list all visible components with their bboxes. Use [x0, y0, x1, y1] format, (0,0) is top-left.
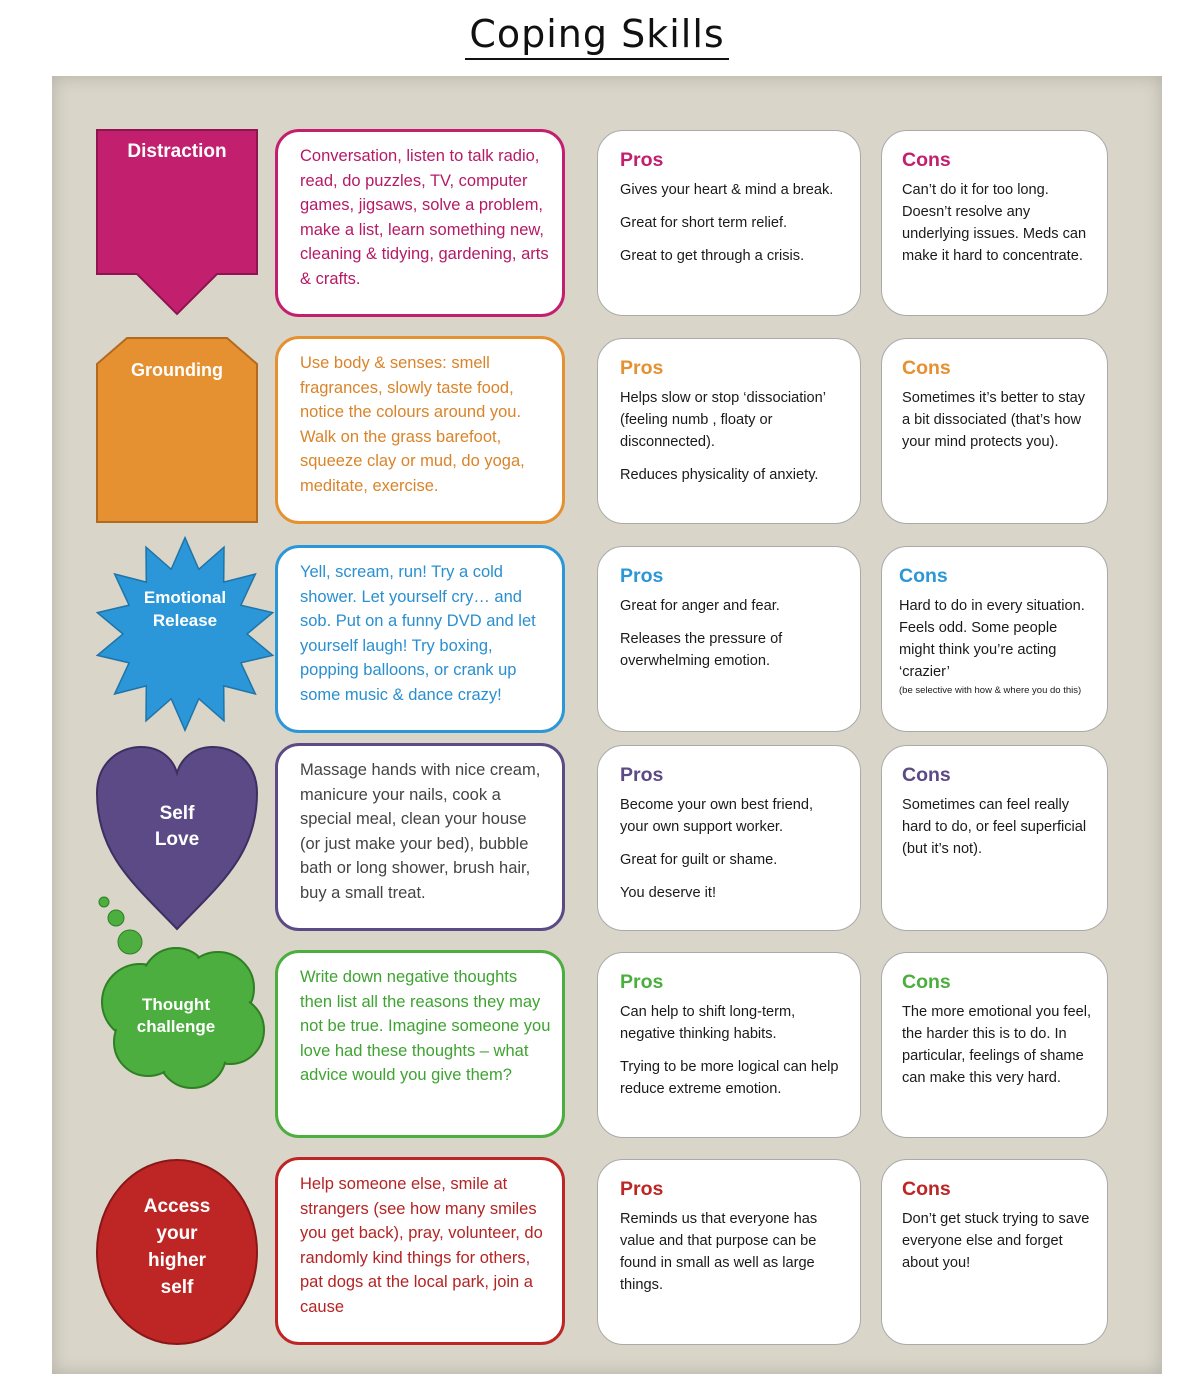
self-love-label: [95, 801, 259, 853]
label-line: Release: [152, 611, 218, 630]
distraction-description: Conversation, listen to talk radio, read, do puzzles, TV, computer games, jigsaws, solve a problem, make a list, learn something new, cleaning & tidying, gardening, arts & crafts.: [275, 129, 565, 317]
cons-item: Don’t get stuck trying to save everyone else and forget about you!: [902, 1211, 1090, 1271]
higher-self-pros-card: [597, 1159, 861, 1345]
starburst-shape: [94, 536, 276, 732]
higher-self-label: [95, 1193, 259, 1301]
label-line: Access: [143, 1196, 211, 1217]
pros-heading: Pros: [620, 357, 664, 379]
grounding-label: Grounding: [131, 360, 223, 380]
cons-heading: Cons: [899, 565, 948, 587]
pros-heading: Pros: [620, 1178, 664, 1200]
pros-item: Gives your heart & mind a break.: [620, 182, 834, 198]
label-line: your: [156, 1223, 198, 1244]
cons-heading: Cons: [902, 764, 951, 786]
pros-item: Releases the pressure of overwhelming emotion.: [620, 631, 783, 669]
pros-heading: Pros: [620, 149, 664, 171]
cons-heading: Cons: [902, 1178, 951, 1200]
distraction-cons-card: [881, 130, 1108, 316]
higher-self-description: Help someone else, smile at strangers (see how many smiles you get back), pray, volunteer, do randomly kind things for others, pat dogs at the local park, join a cause: [275, 1157, 565, 1345]
pros-item: Reminds us that everyone has value and that purpose can be found in small as well as large things.: [620, 1211, 818, 1293]
pros-item: Helps slow or stop ‘dissociation’ (feeling numb , floaty or disconnected).: [620, 390, 826, 450]
emotional-release-label: [94, 586, 276, 632]
pros-item: Reduces physicality of anxiety.: [620, 467, 819, 483]
self-love-description: Massage hands with nice cream, manicure your nails, cook a special meal, clean your house (or just make your bed), bubble bath or long shower, brush hair, buy a small treat.: [275, 743, 565, 931]
cons-item: Sometimes can feel really hard to do, or feel superficial (but it’s not).: [902, 797, 1087, 857]
emotional-release-pros-card: [597, 546, 861, 732]
pros-item: Great to get through a crisis.: [620, 248, 805, 264]
label-line: higher: [147, 1250, 207, 1271]
thought-challenge-label: [96, 994, 256, 1038]
page-title: [0, 12, 1194, 56]
pros-item: Great for short term relief.: [620, 215, 788, 231]
title-text: Coping Skills: [465, 12, 728, 60]
pros-item: Great for guilt or shame.: [620, 852, 778, 868]
cons-item: Hard to do in every situation. Feels odd. Some people might think you’re acting ‘crazier’: [899, 598, 1085, 680]
self-love-cons-card: [881, 745, 1108, 931]
grounding-description: Use body & senses: smell fragrances, slowly taste food, notice the colours around you. Walk on the grass barefoot, squeeze clay or mud, do yoga, meditate, exercise.: [275, 336, 565, 524]
higher-self-cons-card: [881, 1159, 1108, 1345]
pros-heading: Pros: [620, 971, 664, 993]
emotional-release-cons-card: [881, 546, 1108, 732]
label-line: Self: [159, 803, 195, 824]
self-love-pros-card: [597, 745, 861, 931]
pros-item: Great for anger and fear.: [620, 598, 780, 614]
label-line: self: [160, 1277, 194, 1298]
pros-item: You deserve it!: [620, 885, 717, 901]
pros-heading: Pros: [620, 565, 664, 587]
pros-item: Can help to shift long-term, negative thinking habits.: [620, 1004, 796, 1042]
cons-heading: Cons: [902, 357, 951, 379]
thought-challenge-description: Write down negative thoughts then list all the reasons they may not be true. Imagine someone you love had these thoughts – what advice would you give them?: [275, 950, 565, 1138]
grounding-cons-card: [881, 338, 1108, 524]
distraction-label: Distraction: [127, 141, 227, 162]
emotional-release-description: Yell, scream, run! Try a cold shower. Let yourself cry… and sob. Put on a funny DVD and let yourself laugh! Try boxing, popping balloons, or crank up some music & dance crazy!: [275, 545, 565, 733]
cons-heading: Cons: [902, 971, 951, 993]
cons-item: Sometimes it’s better to stay a bit dissociated (that’s how your mind protects you).: [902, 390, 1086, 450]
label-line: Emotional: [143, 588, 227, 607]
thought-cloud-shape: [96, 892, 268, 1094]
thought-challenge-pros-card: [597, 952, 861, 1138]
label-line: Thought: [142, 995, 210, 1014]
grounding-pros-card: [597, 338, 861, 524]
cons-item: Can’t do it for too long. Doesn’t resolve any underlying issues. Meds can make it hard to concentrate.: [902, 182, 1087, 264]
label-line: challenge: [136, 1017, 216, 1036]
cons-note: (be selective with how & where you do this): [899, 685, 1082, 696]
distraction-pros-card: [597, 130, 861, 316]
pros-item: Trying to be more logical can help reduce extreme emotion.: [620, 1059, 839, 1097]
cons-heading: Cons: [902, 149, 951, 171]
pros-item: Become your own best friend, your own support worker.: [620, 797, 814, 835]
label-line: Love: [154, 829, 200, 850]
thought-challenge-cons-card: [881, 952, 1108, 1138]
pros-heading: Pros: [620, 764, 664, 786]
cons-item: The more emotional you feel, the harder this is to do. In particular, feelings of shame can make this very hard.: [902, 1004, 1092, 1086]
